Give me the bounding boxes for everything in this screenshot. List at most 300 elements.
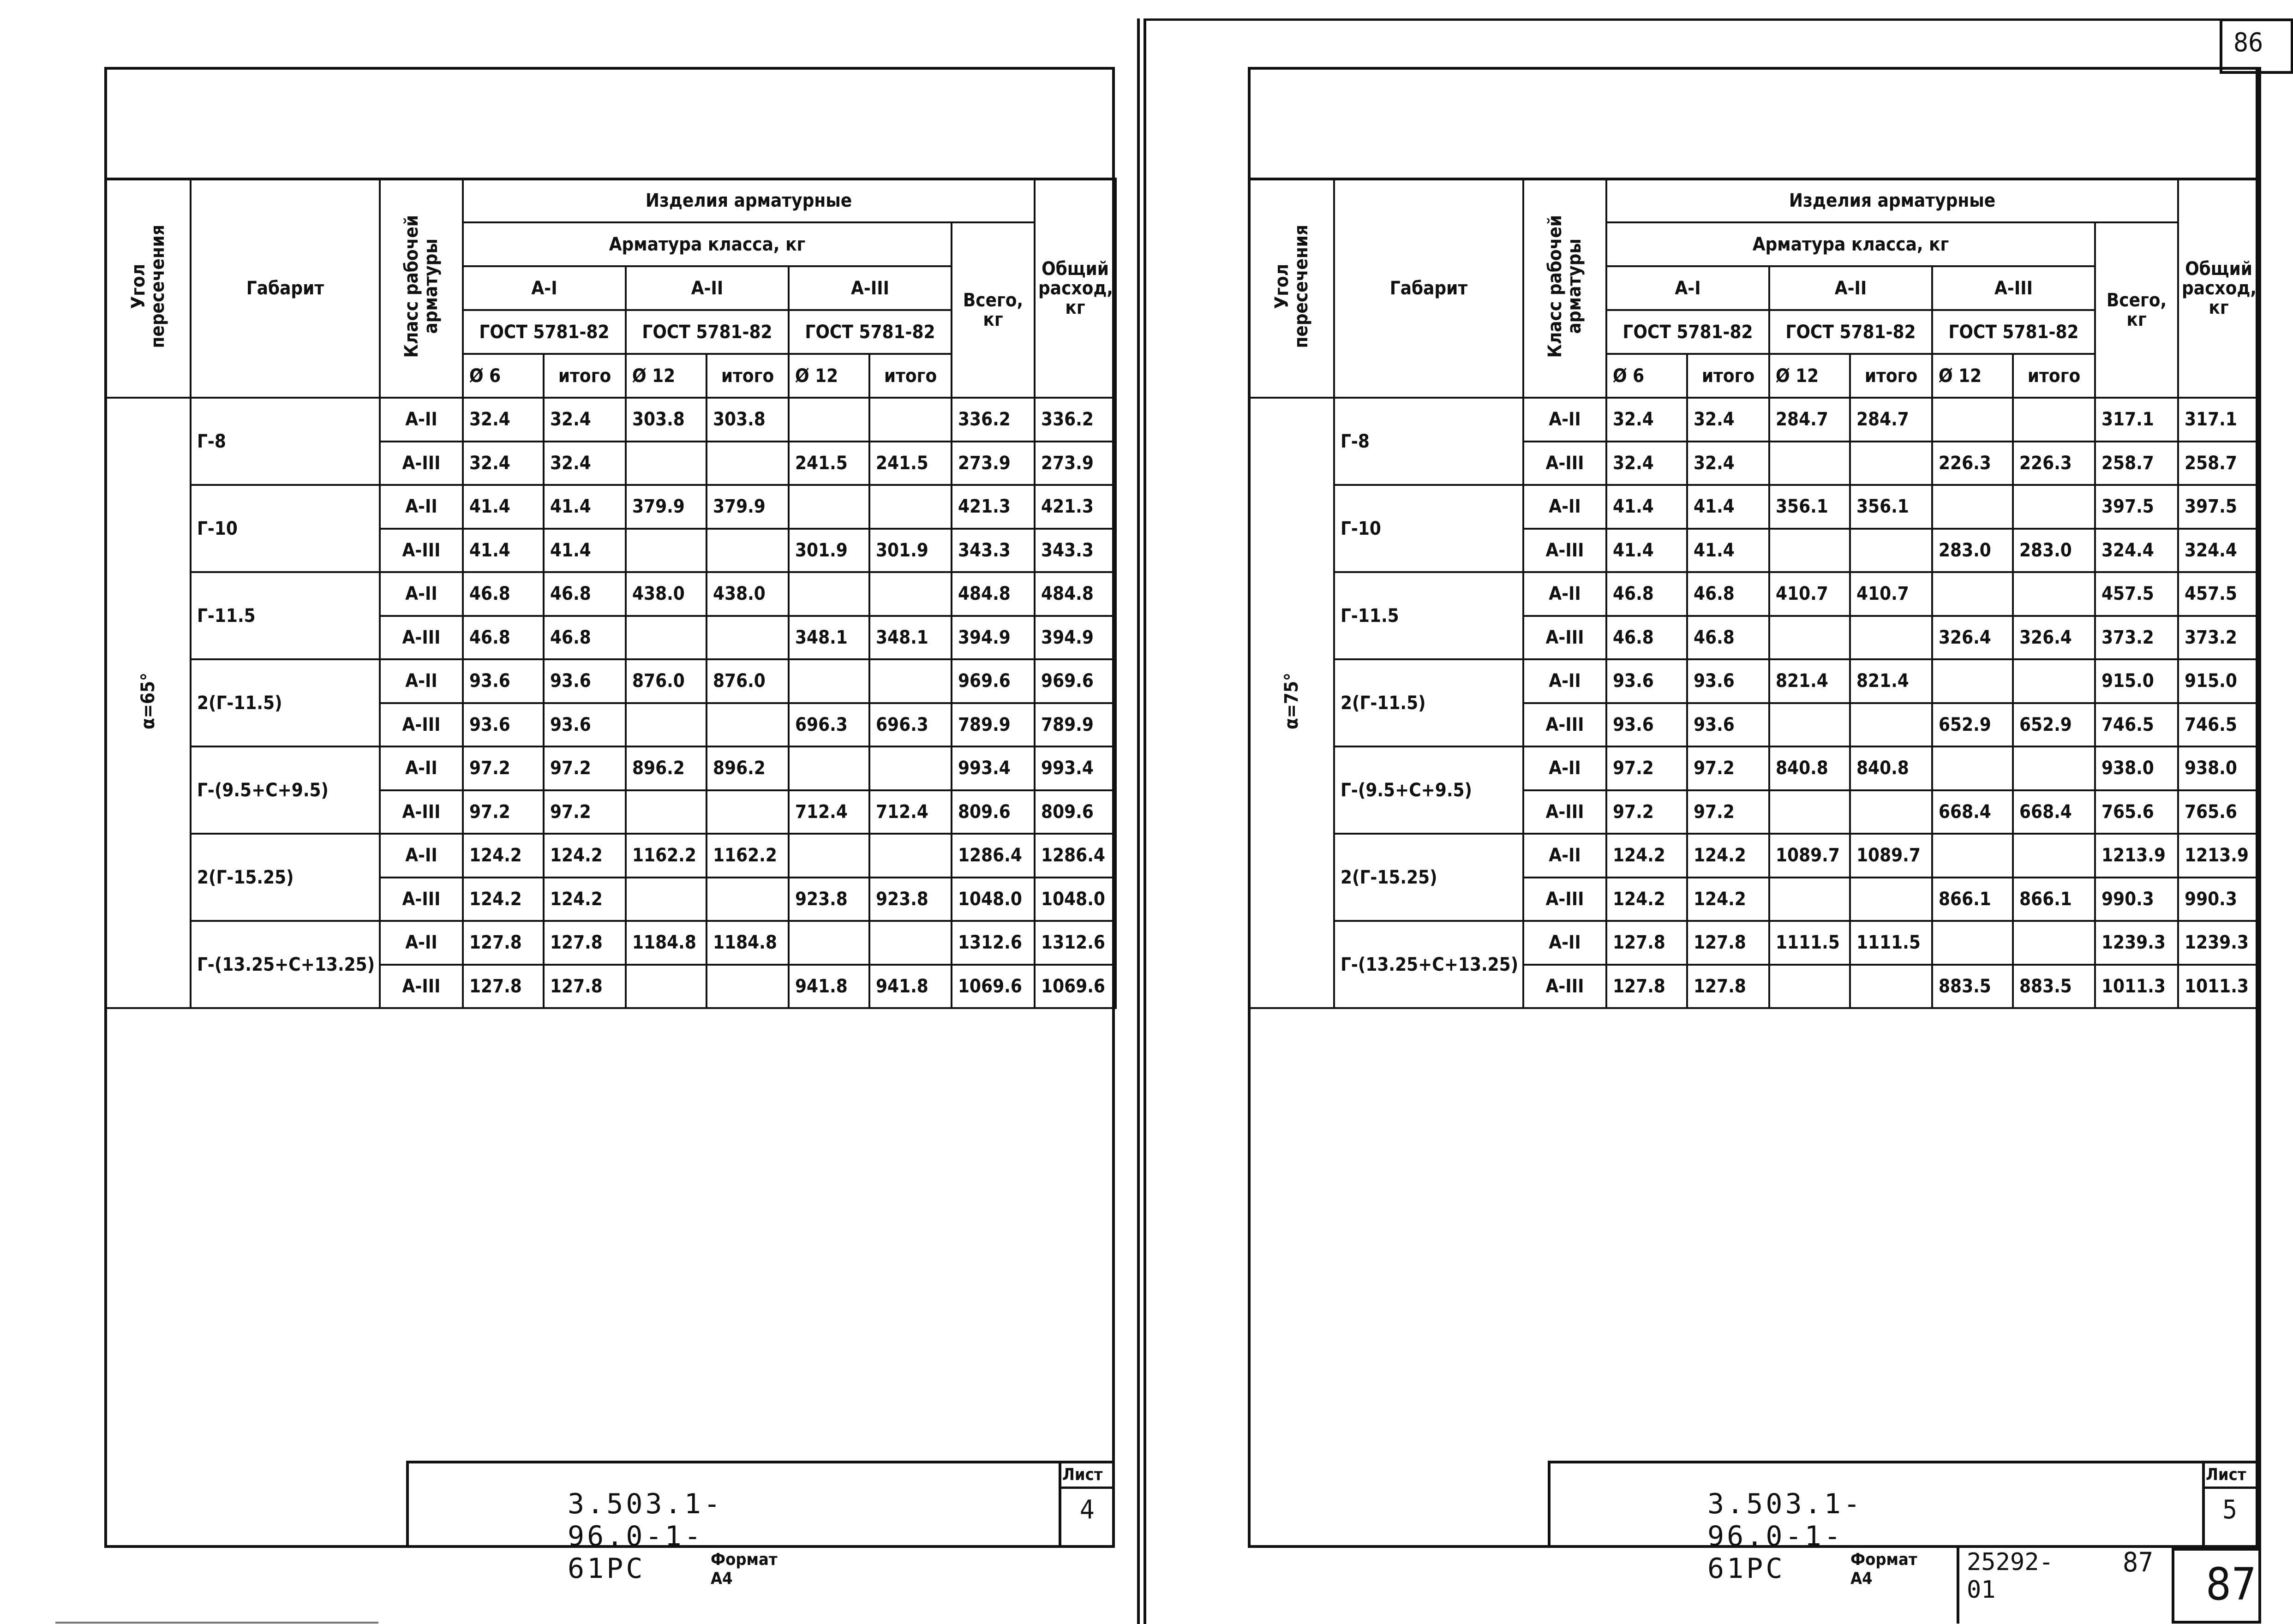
value-cell-total: 1213.9	[2178, 834, 2259, 878]
value-cell-a3d	[1932, 485, 2013, 529]
value-cell-a3i	[2013, 485, 2095, 529]
value-cell-a2i: 876.0	[706, 659, 789, 703]
value-cell-vsego: 809.6	[952, 790, 1035, 834]
value-cell-vsego: 421.3	[952, 485, 1035, 529]
value-cell-total: 1286.4	[1035, 834, 1116, 878]
value-cell-total: 993.4	[1035, 746, 1116, 790]
sheet-number-left: 4	[1080, 1495, 1095, 1525]
value-cell-a3i: 923.8	[869, 878, 952, 921]
value-cell-a1i: 97.2	[1687, 746, 1769, 790]
stamp-page: 87	[2123, 1546, 2154, 1578]
value-cell-a3i: 326.4	[2013, 616, 2095, 660]
doc-code-left: 3.503.1-96.0-1-61PC	[568, 1488, 723, 1585]
value-cell-a3i	[2013, 834, 2095, 878]
value-cell-a2d	[1769, 442, 1850, 485]
value-cell-vsego: 969.6	[952, 659, 1035, 703]
value-cell-a1d: 32.4	[463, 398, 544, 442]
value-cell-a1d: 127.8	[1606, 965, 1687, 1009]
value-cell-a2i	[1850, 703, 1932, 747]
value-cell-a1d: 41.4	[1606, 529, 1687, 573]
vsego-header: Всего, кг	[2095, 222, 2178, 398]
value-cell-a3i: 941.8	[869, 965, 952, 1009]
value-cell-a2d: 821.4	[1769, 659, 1850, 703]
value-cell-a3i: 883.5	[2013, 965, 2095, 1009]
class-col-header: Класс рабочей арматуры	[380, 179, 463, 398]
value-cell-a1d: 127.8	[1606, 921, 1687, 965]
value-cell-a3d: 866.1	[1932, 878, 2013, 921]
value-cell-total: 915.0	[2178, 659, 2259, 703]
value-cell-a2d	[1769, 790, 1850, 834]
value-cell-a1d: 93.6	[1606, 703, 1687, 747]
itogo-header: итого	[2013, 354, 2095, 398]
value-cell-a1i: 124.2	[1687, 834, 1769, 878]
value-cell-a2i: 821.4	[1850, 659, 1932, 703]
class-cell: А-III	[1523, 790, 1606, 834]
doc-code-right: 3.503.1-96.0-1-61PC	[1707, 1488, 1863, 1585]
diameter-12-header: Ø 12	[1932, 354, 2013, 398]
value-cell-a1d: 46.8	[1606, 572, 1687, 616]
value-cell-vsego: 273.9	[952, 442, 1035, 485]
class-cell: А-II	[1523, 921, 1606, 965]
value-cell-a2d	[1769, 965, 1850, 1009]
value-cell-a3i: 712.4	[869, 790, 952, 834]
table-row	[105, 659, 1116, 703]
value-cell-a2d	[626, 616, 706, 660]
gabarit-cell: Г-11.5	[191, 572, 380, 659]
table-row	[1249, 921, 2259, 965]
table-row	[1249, 746, 2259, 790]
class-cell: А-II	[1523, 659, 1606, 703]
value-cell-a2i: 1184.8	[706, 921, 789, 965]
table-row	[105, 485, 1116, 529]
value-cell-a1d: 93.6	[463, 703, 544, 747]
value-cell-a3i	[2013, 572, 2095, 616]
value-cell-a3d	[1932, 921, 2013, 965]
value-cell-a2i	[706, 703, 789, 747]
value-cell-a1d: 41.4	[463, 485, 544, 529]
value-cell-a1d: 46.8	[463, 616, 544, 660]
value-cell-a1i: 93.6	[544, 659, 626, 703]
table-row	[1249, 398, 2259, 442]
table-row	[105, 398, 1116, 442]
itogo-header: итого	[544, 354, 626, 398]
value-cell-a2d: 876.0	[626, 659, 706, 703]
class-cell: А-II	[380, 834, 463, 878]
gabarit-cell: 2(Г-11.5)	[1334, 659, 1523, 746]
value-cell-vsego: 938.0	[2095, 746, 2178, 790]
value-cell-a1d: 93.6	[1606, 659, 1687, 703]
gost-header: ГОСТ 5781-82	[1606, 310, 1769, 354]
value-cell-a2d: 410.7	[1769, 572, 1850, 616]
value-cell-a1i: 41.4	[1687, 485, 1769, 529]
itogo-header: итого	[1687, 354, 1769, 398]
bottom-corner-number: 87	[2206, 1558, 2257, 1610]
value-cell-a1i: 41.4	[544, 485, 626, 529]
value-cell-a1d: 124.2	[463, 834, 544, 878]
class-a2-header: А-II	[1769, 266, 1932, 310]
diameter-12-header: Ø 12	[789, 354, 869, 398]
value-cell-a1d: 124.2	[463, 878, 544, 921]
value-cell-a2i: 1111.5	[1850, 921, 1932, 965]
value-cell-vsego: 990.3	[2095, 878, 2178, 921]
value-cell-total: 421.3	[1035, 485, 1116, 529]
itogo-header: итого	[869, 354, 952, 398]
diameter-12-header: Ø 12	[626, 354, 706, 398]
class-a1-header: А-I	[463, 266, 626, 310]
angle-cell: α=65°	[105, 398, 191, 1008]
value-cell-a2d	[626, 442, 706, 485]
sheet-number-right: 5	[2222, 1495, 2238, 1525]
value-cell-a2i: 284.7	[1850, 398, 1932, 442]
value-cell-vsego: 993.4	[952, 746, 1035, 790]
value-cell-vsego: 343.3	[952, 529, 1035, 573]
value-cell-a3i	[869, 746, 952, 790]
gabarit-cell: 2(Г-15.25)	[1334, 834, 1523, 921]
value-cell-a3d	[789, 572, 869, 616]
value-cell-a3d	[789, 746, 869, 790]
value-cell-a3d: 348.1	[789, 616, 869, 660]
value-cell-a3i	[869, 921, 952, 965]
value-cell-a2i	[706, 965, 789, 1009]
value-cell-a2d: 438.0	[626, 572, 706, 616]
value-cell-a2i	[706, 790, 789, 834]
value-cell-total: 394.9	[1035, 616, 1116, 660]
class-a1-header: А-I	[1606, 266, 1769, 310]
value-cell-a1i: 124.2	[544, 834, 626, 878]
value-cell-a2d: 1111.5	[1769, 921, 1850, 965]
value-cell-total: 258.7	[2178, 442, 2259, 485]
class-a2-header: А-II	[626, 266, 789, 310]
value-cell-a2i: 840.8	[1850, 746, 1932, 790]
value-cell-total: 317.1	[2178, 398, 2259, 442]
class-cell: А-III	[1523, 703, 1606, 747]
value-cell-a2d: 1162.2	[626, 834, 706, 878]
value-cell-vsego: 457.5	[2095, 572, 2178, 616]
value-cell-a2i	[706, 442, 789, 485]
class-cell: А-III	[380, 703, 463, 747]
value-cell-vsego: 1239.3	[2095, 921, 2178, 965]
value-cell-a2d: 1184.8	[626, 921, 706, 965]
fold-line-right	[1144, 18, 1146, 1624]
class-cell: А-III	[380, 790, 463, 834]
class-cell: А-II	[380, 572, 463, 616]
value-cell-a1i: 93.6	[1687, 703, 1769, 747]
title-block-left-sheet-line	[1059, 1487, 1115, 1489]
value-cell-a3d: 696.3	[789, 703, 869, 747]
value-cell-total: 457.5	[2178, 572, 2259, 616]
value-cell-vsego: 336.2	[952, 398, 1035, 442]
value-cell-a1i: 32.4	[544, 442, 626, 485]
angle-cell: α=75°	[1249, 398, 1334, 1008]
value-cell-a1d: 97.2	[463, 746, 544, 790]
value-cell-a3d: 652.9	[1932, 703, 2013, 747]
table-row	[105, 746, 1116, 790]
value-cell-a3d: 241.5	[789, 442, 869, 485]
diameter-12-header: Ø 12	[1769, 354, 1850, 398]
value-cell-vsego: 1069.6	[952, 965, 1035, 1009]
value-cell-a2i	[706, 529, 789, 573]
gabarit-cell: Г-8	[191, 398, 380, 485]
value-cell-a1i: 93.6	[1687, 659, 1769, 703]
value-cell-total: 324.4	[2178, 529, 2259, 573]
value-cell-a2i: 1089.7	[1850, 834, 1932, 878]
gost-header: ГОСТ 5781-82	[463, 310, 626, 354]
format-label-right: Формат А4	[1850, 1550, 1917, 1588]
class-cell: А-II	[380, 398, 463, 442]
value-cell-a2i	[1850, 790, 1932, 834]
value-cell-vsego: 1011.3	[2095, 965, 2178, 1009]
value-cell-a3i: 241.5	[869, 442, 952, 485]
value-cell-total: 1011.3	[2178, 965, 2259, 1009]
value-cell-a2i: 438.0	[706, 572, 789, 616]
value-cell-a3i: 226.3	[2013, 442, 2095, 485]
value-cell-vsego: 1286.4	[952, 834, 1035, 878]
gabarit-cell: Г-11.5	[1334, 572, 1523, 659]
value-cell-a1d: 41.4	[1606, 485, 1687, 529]
value-cell-total: 969.6	[1035, 659, 1116, 703]
value-cell-a1i: 127.8	[1687, 921, 1769, 965]
value-cell-total: 336.2	[1035, 398, 1116, 442]
value-cell-a3d: 301.9	[789, 529, 869, 573]
class-cell: А-II	[1523, 572, 1606, 616]
value-cell-total: 1069.6	[1035, 965, 1116, 1009]
value-cell-a1i: 97.2	[1687, 790, 1769, 834]
value-cell-vsego: 394.9	[952, 616, 1035, 660]
value-cell-a1i: 97.2	[544, 790, 626, 834]
value-cell-a2d	[626, 965, 706, 1009]
gabarit-header: Габарит	[191, 179, 380, 398]
table-row	[1249, 572, 2259, 616]
value-cell-a1d: 46.8	[1606, 616, 1687, 660]
gost-header: ГОСТ 5781-82	[1769, 310, 1932, 354]
table-row	[105, 834, 1116, 878]
value-cell-a2i	[706, 616, 789, 660]
stamp-divider-1	[1957, 1548, 1959, 1624]
class-cell: А-III	[380, 529, 463, 573]
gabarit-header: Габарит	[1334, 179, 1523, 398]
table-row	[105, 921, 1116, 965]
value-cell-a3i	[2013, 659, 2095, 703]
value-cell-a1i: 127.8	[544, 921, 626, 965]
value-cell-a2d: 303.8	[626, 398, 706, 442]
armatura-klassa-header: Арматура класса, кг	[1606, 222, 2095, 266]
value-cell-a2i: 303.8	[706, 398, 789, 442]
value-cell-a1i: 124.2	[544, 878, 626, 921]
value-cell-a3i	[2013, 746, 2095, 790]
value-cell-vsego: 1312.6	[952, 921, 1035, 965]
angle-col-header: Угол пересечения	[105, 179, 191, 398]
value-cell-a1i: 46.8	[1687, 572, 1769, 616]
value-cell-total: 1048.0	[1035, 878, 1116, 921]
gabarit-cell: 2(Г-15.25)	[191, 834, 380, 921]
value-cell-a3d: 941.8	[789, 965, 869, 1009]
value-cell-a2i: 356.1	[1850, 485, 1932, 529]
value-cell-a1d: 124.2	[1606, 878, 1687, 921]
value-cell-vsego: 484.8	[952, 572, 1035, 616]
format-label-left: Формат А4	[711, 1550, 778, 1588]
title-block-right	[1548, 1461, 2258, 1548]
value-cell-a3d: 883.5	[1932, 965, 2013, 1009]
value-cell-a1i: 41.4	[544, 529, 626, 573]
value-cell-total: 746.5	[2178, 703, 2259, 747]
value-cell-a2i: 410.7	[1850, 572, 1932, 616]
itogo-header: итого	[706, 354, 789, 398]
value-cell-a2i	[1850, 878, 1932, 921]
value-cell-a2d: 356.1	[1769, 485, 1850, 529]
value-cell-a2d: 896.2	[626, 746, 706, 790]
value-cell-a1i: 46.8	[1687, 616, 1769, 660]
value-cell-a3d: 226.3	[1932, 442, 2013, 485]
value-cell-a2d: 840.8	[1769, 746, 1850, 790]
value-cell-a1i: 41.4	[1687, 529, 1769, 573]
value-cell-vsego: 1213.9	[2095, 834, 2178, 878]
class-col-header: Класс рабочей арматуры	[1523, 179, 1606, 398]
value-cell-vsego: 789.9	[952, 703, 1035, 747]
value-cell-a1i: 127.8	[1687, 965, 1769, 1009]
value-cell-a2i	[1850, 616, 1932, 660]
value-cell-a3i	[869, 485, 952, 529]
value-cell-vsego: 317.1	[2095, 398, 2178, 442]
value-cell-a3d	[1932, 834, 2013, 878]
gabarit-cell: Г-10	[191, 485, 380, 572]
value-cell-a1d: 97.2	[1606, 790, 1687, 834]
class-cell: А-III	[1523, 529, 1606, 573]
value-cell-a3d	[1932, 398, 2013, 442]
scan-mark-bottom-left	[55, 1622, 378, 1624]
class-cell: А-II	[380, 921, 463, 965]
class-cell: А-III	[380, 878, 463, 921]
class-cell: А-II	[1523, 746, 1606, 790]
value-cell-a3i	[869, 572, 952, 616]
value-cell-a2i	[1850, 529, 1932, 573]
value-cell-a3i: 696.3	[869, 703, 952, 747]
gabarit-cell: Г-(9.5+C+9.5)	[191, 746, 380, 834]
value-cell-a2d	[1769, 878, 1850, 921]
value-cell-a2i: 1162.2	[706, 834, 789, 878]
class-cell: А-II	[1523, 398, 1606, 442]
value-cell-total: 765.6	[2178, 790, 2259, 834]
vsego-header: Всего, кг	[952, 222, 1035, 398]
gabarit-cell: Г-10	[1334, 485, 1523, 572]
value-cell-a2d: 379.9	[626, 485, 706, 529]
value-cell-a2i	[1850, 442, 1932, 485]
table-row	[105, 572, 1116, 616]
value-cell-a2i: 896.2	[706, 746, 789, 790]
value-cell-vsego: 746.5	[2095, 703, 2178, 747]
value-cell-total: 484.8	[1035, 572, 1116, 616]
value-cell-a2i: 379.9	[706, 485, 789, 529]
sheet-label-right: Лист	[2206, 1465, 2246, 1484]
value-cell-a3d: 283.0	[1932, 529, 2013, 573]
value-cell-a1i: 32.4	[1687, 442, 1769, 485]
class-cell: А-III	[380, 616, 463, 660]
class-cell: А-III	[380, 442, 463, 485]
class-a3-header: А-III	[789, 266, 952, 310]
value-cell-a1d: 41.4	[463, 529, 544, 573]
value-cell-a3i: 866.1	[2013, 878, 2095, 921]
value-cell-a3d	[789, 834, 869, 878]
value-cell-total: 1239.3	[2178, 921, 2259, 965]
class-cell: А-III	[1523, 965, 1606, 1009]
value-cell-a3i	[869, 834, 952, 878]
value-cell-a2d	[1769, 529, 1850, 573]
value-cell-a2d	[626, 790, 706, 834]
value-cell-a3i: 652.9	[2013, 703, 2095, 747]
value-cell-a1i: 124.2	[1687, 878, 1769, 921]
value-cell-a1d: 127.8	[463, 921, 544, 965]
value-cell-a3d: 923.8	[789, 878, 869, 921]
value-cell-vsego: 397.5	[2095, 485, 2178, 529]
value-cell-a2d: 1089.7	[1769, 834, 1850, 878]
value-cell-vsego: 324.4	[2095, 529, 2178, 573]
value-cell-a3i: 348.1	[869, 616, 952, 660]
class-cell: А-III	[380, 965, 463, 1009]
value-cell-a2d	[626, 529, 706, 573]
value-cell-a1d: 127.8	[463, 965, 544, 1009]
value-cell-a1i: 32.4	[1687, 398, 1769, 442]
value-cell-a1d: 124.2	[1606, 834, 1687, 878]
class-cell: А-III	[1523, 878, 1606, 921]
spec-table-right	[1248, 178, 2260, 1009]
gost-header: ГОСТ 5781-82	[789, 310, 952, 354]
value-cell-total: 373.2	[2178, 616, 2259, 660]
class-cell: А-II	[380, 746, 463, 790]
value-cell-vsego: 258.7	[2095, 442, 2178, 485]
top-edge-line	[1144, 18, 2293, 21]
fold-line-left	[1137, 18, 1140, 1624]
value-cell-vsego: 1048.0	[952, 878, 1035, 921]
armatura-klassa-header: Арматура класса, кг	[463, 222, 952, 266]
value-cell-total: 273.9	[1035, 442, 1116, 485]
table-row	[1249, 834, 2259, 878]
value-cell-vsego: 765.6	[2095, 790, 2178, 834]
value-cell-a3i	[2013, 921, 2095, 965]
title-block-right-sheet-line	[2202, 1487, 2258, 1489]
value-cell-a1d: 46.8	[463, 572, 544, 616]
value-cell-a3d	[1932, 572, 2013, 616]
gabarit-cell: Г-(9.5+C+9.5)	[1334, 746, 1523, 834]
gabarit-cell: Г-(13.25+C+13.25)	[191, 921, 380, 1008]
value-cell-vsego: 373.2	[2095, 616, 2178, 660]
value-cell-a1d: 32.4	[1606, 398, 1687, 442]
gabarit-cell: 2(Г-11.5)	[191, 659, 380, 746]
value-cell-a3d: 668.4	[1932, 790, 2013, 834]
value-cell-a3d	[789, 921, 869, 965]
value-cell-a2d	[626, 878, 706, 921]
sheet-label-left: Лист	[1062, 1465, 1103, 1484]
value-cell-a3d	[789, 485, 869, 529]
gabarit-cell: Г-(13.25+C+13.25)	[1334, 921, 1523, 1008]
value-cell-total: 809.6	[1035, 790, 1116, 834]
total-header: Общий расход, кг	[1035, 179, 1116, 398]
value-cell-a1d: 32.4	[1606, 442, 1687, 485]
value-cell-a1i: 97.2	[544, 746, 626, 790]
value-cell-vsego: 915.0	[2095, 659, 2178, 703]
itogo-header: итого	[1850, 354, 1932, 398]
izdeliya-header: Изделия арматурные	[1606, 179, 2178, 222]
value-cell-a3i	[2013, 398, 2095, 442]
value-cell-a1d: 32.4	[463, 442, 544, 485]
value-cell-a1d: 93.6	[463, 659, 544, 703]
value-cell-a3d: 326.4	[1932, 616, 2013, 660]
spec-table-left	[104, 178, 1117, 1009]
value-cell-a1d: 97.2	[1606, 746, 1687, 790]
class-cell: А-II	[380, 659, 463, 703]
title-block-right-divider	[2202, 1461, 2205, 1548]
class-cell: А-III	[1523, 442, 1606, 485]
value-cell-a2d	[626, 703, 706, 747]
value-cell-a3d: 712.4	[789, 790, 869, 834]
